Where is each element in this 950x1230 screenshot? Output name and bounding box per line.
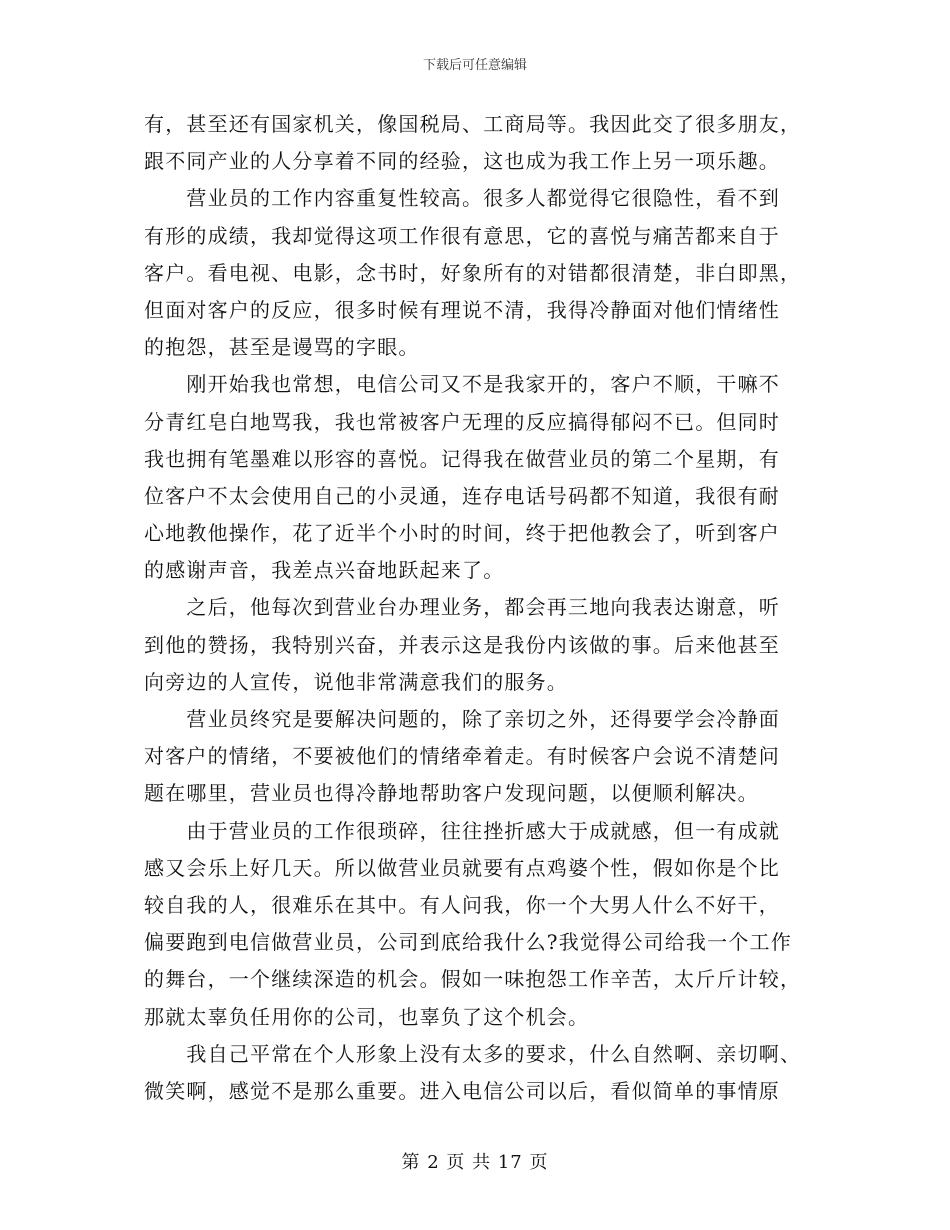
text-line: 有，甚至还有国家机关，像国税局、工商局等。我因此交了很多朋友， bbox=[144, 112, 802, 136]
text-line: 到他的赞扬，我特别兴奋，并表示这是我份内该做的事。后来他甚至 bbox=[144, 632, 780, 657]
page-footer: 第 2 页 共 17 页 bbox=[401, 1152, 549, 1173]
page-header: 下载后可任意编辑 bbox=[422, 58, 527, 73]
text-line: 营业员的工作内容重复性较高。很多人都觉得它很隐性，看不到 bbox=[144, 186, 780, 211]
text-line: 的抱怨，甚至是谩骂的字眼。 bbox=[144, 335, 420, 360]
text-line: 我自己平常在个人形象上没有太多的要求，什么自然啊、亲切啊、 bbox=[144, 1041, 802, 1066]
text-line: 较自我的人，很难乐在其中。有人问我，你一个大男人什么不好干， bbox=[144, 892, 780, 917]
text-line: 但面对客户的反应，很多时候有理说不清，我得冷静面对他们情绪性 bbox=[144, 297, 780, 322]
text-line: 由于营业员的工作很琐碎，往往挫折感大于成就感，但一有成就 bbox=[144, 818, 780, 843]
text-line: 心地教他操作，花了近半个小时的时间，终于把他教会了，听到客户 bbox=[144, 521, 780, 546]
text-line: 刚开始我也常想，电信公司又不是我家开的，客户不顺，干嘛不 bbox=[144, 372, 780, 397]
text-line: 之后，他每次到营业台办理业务，都会再三地向我表达谢意，听 bbox=[144, 595, 780, 620]
text-line: 营业员终究是要解决问题的，除了亲切之外，还得要学会冷静面 bbox=[144, 707, 780, 731]
text-line: 的舞台，一个继续深造的机会。假如一味抱怨工作辛苦，太斤斤计较， bbox=[144, 967, 802, 992]
text-line: 感又会乐上好几天。所以做营业员就要有点鸡婆个性，假如你是个比 bbox=[144, 855, 780, 880]
text-line: 客户。看电视、电影，念书时，好象所有的对错都很清楚，非白即黑， bbox=[144, 260, 802, 285]
text-line: 跟不同产业的人分享着不同的经验，这也成为我工作上另一项乐趣。 bbox=[144, 149, 780, 174]
text-line: 位客户不太会使用自己的小灵通，连存电话号码都不知道，我很有耐 bbox=[144, 483, 780, 508]
text-line: 有形的成绩，我却觉得这项工作很有意思，它的喜悦与痛苦都来自于 bbox=[144, 223, 780, 248]
body-text bbox=[144, 106, 802, 1110]
text-line: 那就太辜负任用你的公司，也辜负了这个机会。 bbox=[144, 1004, 590, 1029]
text-line: 对客户的情绪，不要被他们的情绪牵着走。有时候客户会说不清楚问 bbox=[144, 744, 780, 769]
text-line: 偏要跑到电信做营业员，公司到底给我什么?我觉得公司给我一个工作 bbox=[144, 930, 792, 955]
text-line: 分青红皂白地骂我，我也常被客户无理的反应搞得郁闷不已。但同时 bbox=[144, 409, 780, 434]
text-line: 微笑啊，感觉不是那么重要。进入电信公司以后，看似简单的事情原 bbox=[144, 1078, 780, 1103]
text-line: 我也拥有笔墨难以形容的喜悦。记得我在做营业员的第二个星期，有 bbox=[144, 446, 780, 471]
text-line: 向旁边的人宣传，说他非常满意我们的服务。 bbox=[144, 669, 568, 694]
text-line: 题在哪里，营业员也得冷静地帮助客户发现问题，以便顺利解决。 bbox=[144, 781, 759, 806]
text-line: 的感谢声音，我差点兴奋地跃起来了。 bbox=[144, 558, 505, 583]
